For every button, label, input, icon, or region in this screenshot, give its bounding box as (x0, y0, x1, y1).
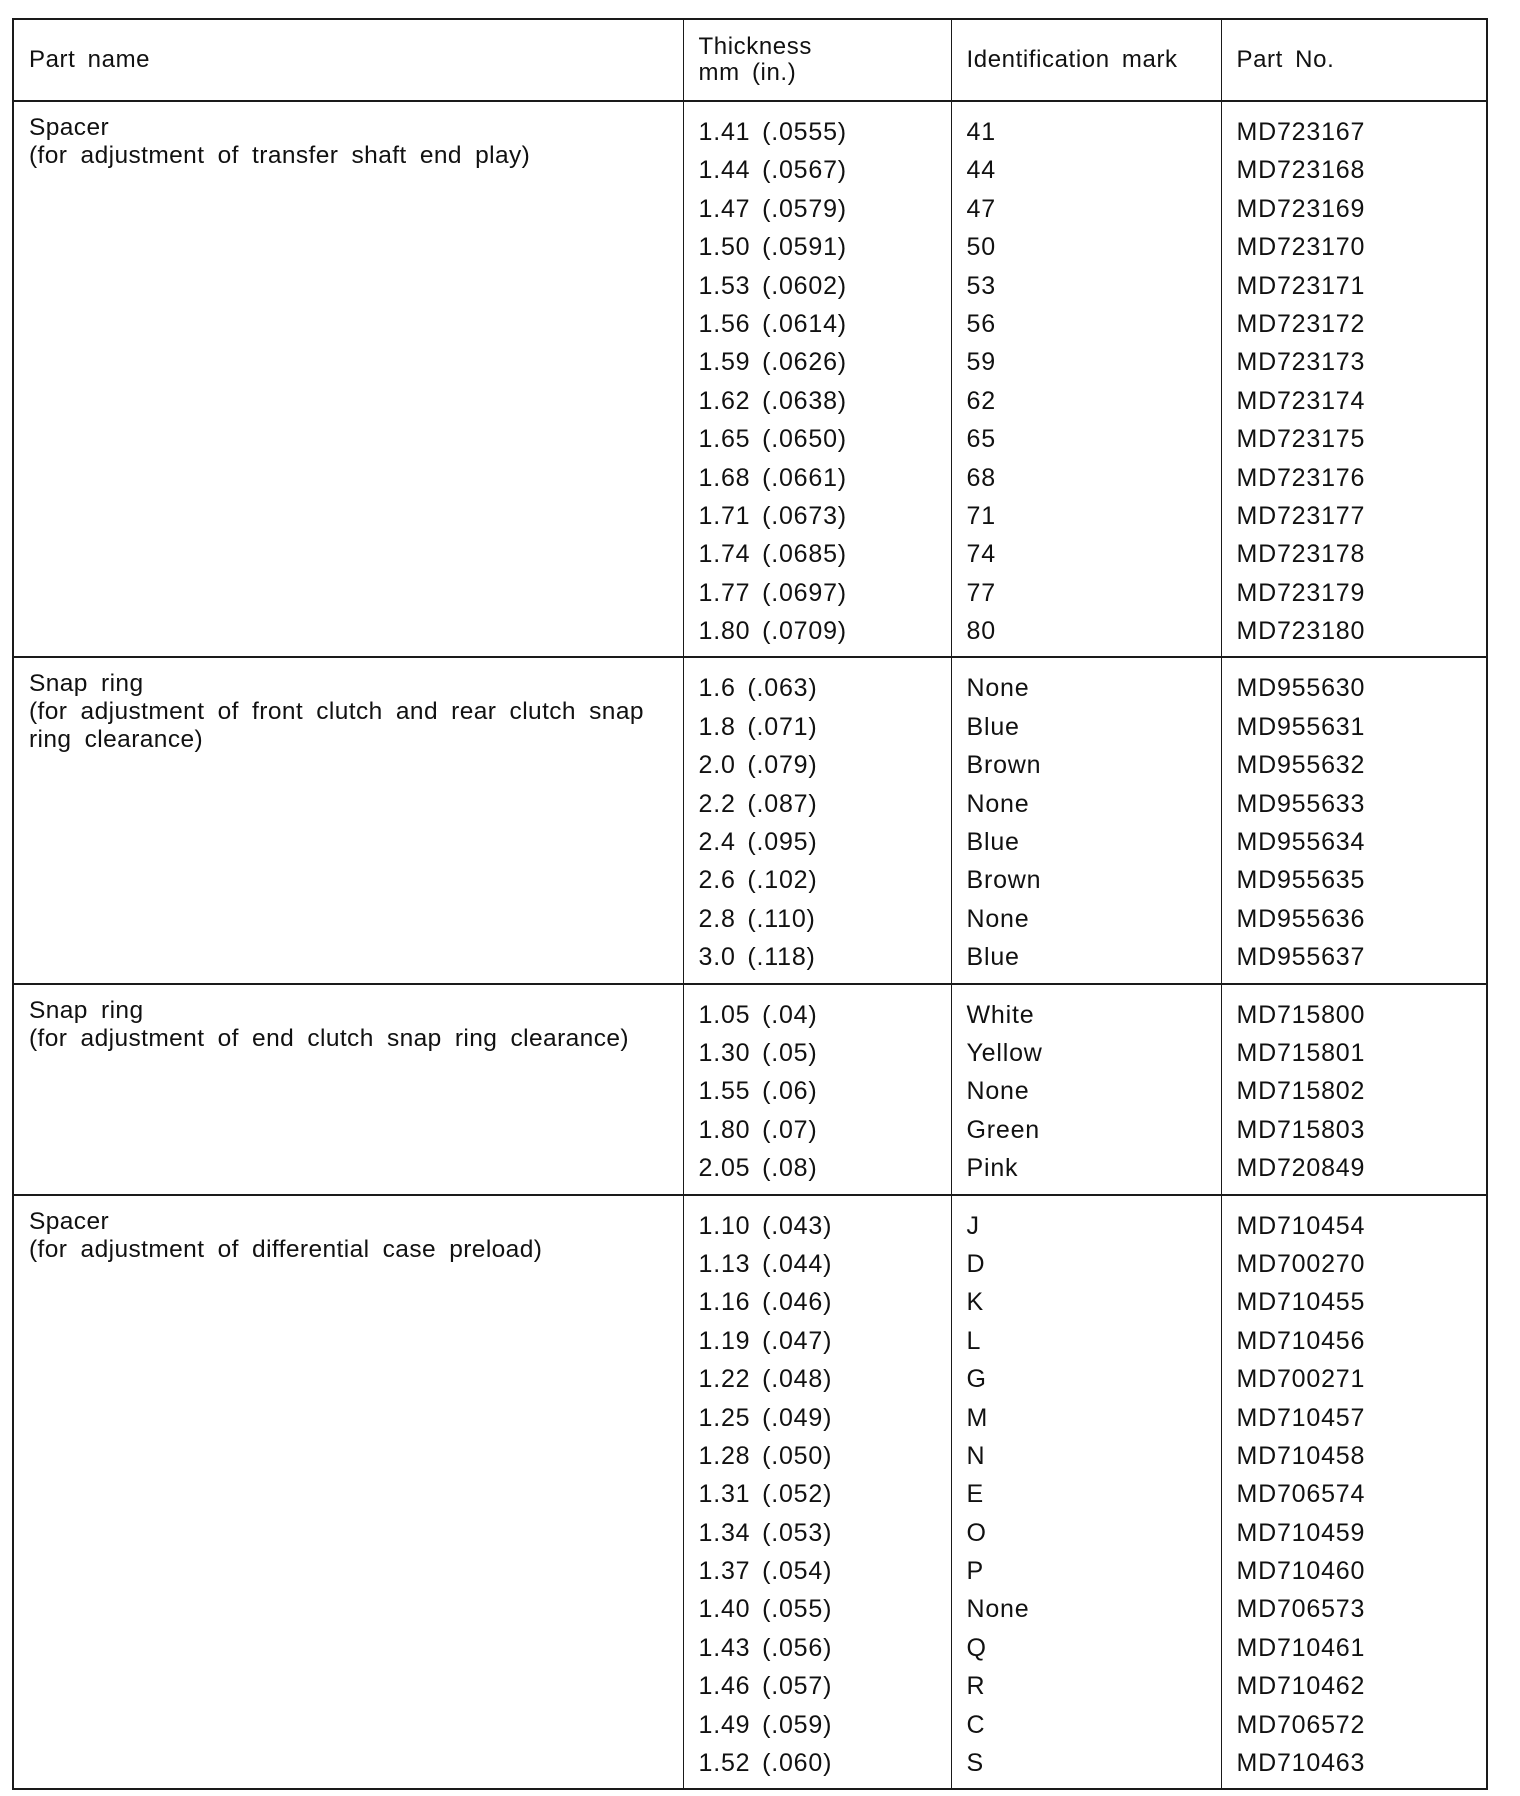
identification-mark: Q (966, 1633, 987, 1662)
identification-mark: O (966, 1518, 987, 1547)
part-number: MD706573 (1236, 1595, 1366, 1624)
thickness-value: 1.28 (.050) (698, 1441, 833, 1470)
part-number: MD700270 (1236, 1249, 1366, 1278)
part-number: MD723178 (1236, 540, 1366, 569)
identification-mark: P (966, 1557, 984, 1586)
identification-mark: Yellow (966, 1038, 1043, 1067)
part-number: MD723177 (1236, 501, 1366, 530)
part-name-cell (13, 101, 683, 657)
part-number: MD723180 (1236, 617, 1366, 646)
part-number: MD715801 (1236, 1038, 1366, 1067)
group-row (13, 657, 1487, 983)
table-body (13, 101, 1487, 1789)
header-part-no: Part No. (1221, 19, 1487, 101)
identification-mark: Brown (966, 866, 1042, 895)
identification-mark: 47 (966, 194, 996, 223)
identification-mark: J (966, 1211, 980, 1240)
identification-mark: 59 (966, 348, 996, 377)
part-number-cell (1221, 1195, 1487, 1790)
identification-mark: Green (966, 1115, 1040, 1144)
part-number: MD715803 (1236, 1115, 1366, 1144)
part-number: MD723171 (1236, 271, 1366, 300)
thickness-value: 1.80 (.07) (698, 1115, 818, 1144)
part-number: MD720849 (1236, 1154, 1366, 1183)
part-purpose: (for adjustment of end clutch snap ring clearance) (29, 1024, 629, 1052)
part-number: MD723172 (1236, 309, 1366, 338)
thickness-value: 1.10 (.043) (698, 1211, 833, 1240)
identification-mark: N (966, 1441, 986, 1470)
part-number: MD955635 (1236, 866, 1366, 895)
identification-mark: Blue (966, 712, 1020, 741)
part-number: MD706572 (1236, 1710, 1366, 1739)
identification-mark: None (966, 789, 1030, 818)
thickness-value: 2.2 (.087) (698, 789, 818, 818)
part-number: MD723175 (1236, 425, 1366, 454)
thickness-value: 1.31 (.052) (698, 1480, 833, 1509)
identification-mark: G (966, 1365, 987, 1394)
thickness-value-cell (683, 101, 951, 657)
thickness-value: 1.74 (.0685) (698, 540, 847, 569)
thickness-value: 1.49 (.059) (698, 1710, 833, 1739)
part-name: Snap ring (29, 996, 144, 1024)
part-name-cell (13, 1195, 683, 1790)
identification-mark: 50 (966, 233, 996, 262)
identification-mark: 77 (966, 578, 996, 607)
header-identification-mark: Identification mark (951, 19, 1221, 101)
identification-mark: S (966, 1749, 984, 1778)
part-number: MD723167 (1236, 118, 1366, 146)
thickness-value: 2.8 (.110) (698, 904, 816, 933)
thickness-value: 1.77 (.0697) (698, 578, 847, 607)
thickness-value: 1.56 (.0614) (698, 309, 847, 338)
part-number: MD723176 (1236, 463, 1366, 492)
identification-mark: 65 (966, 425, 996, 454)
header-thickness-line2: mm (in.) (698, 59, 797, 86)
thickness-value-cell (683, 984, 951, 1195)
thickness-value: 1.47 (.0579) (698, 194, 847, 223)
part-number: MD955634 (1236, 828, 1366, 857)
part-number: MD723173 (1236, 348, 1366, 377)
part-number: MD710461 (1236, 1633, 1366, 1662)
thickness-value: 1.71 (.0673) (698, 501, 847, 530)
identification-mark: None (966, 1595, 1030, 1624)
thickness-value: 1.62 (.0638) (698, 386, 847, 415)
identification-mark: Blue (966, 828, 1020, 857)
identification-mark: M (966, 1403, 989, 1432)
part-number: MD710463 (1236, 1749, 1366, 1778)
part-purpose: (for adjustment of front clutch and rear clutch snap ring clearance) (29, 698, 644, 754)
header-part-name: Part name (13, 19, 683, 101)
part-number: MD710455 (1236, 1288, 1366, 1317)
part-number: MD700271 (1236, 1365, 1366, 1394)
identification-mark: 68 (966, 463, 996, 492)
part-number: MD715800 (1236, 1000, 1366, 1029)
identification-mark: Pink (966, 1154, 1019, 1183)
thickness-value: 2.4 (.095) (698, 828, 818, 857)
thickness-value: 1.41 (.0555) (698, 118, 847, 146)
thickness-value: 1.50 (.0591) (698, 233, 847, 262)
identification-mark: 74 (966, 540, 996, 569)
part-number: MD955633 (1236, 789, 1366, 818)
thickness-value: 1.16 (.046) (698, 1288, 833, 1317)
part-number-cell (1221, 984, 1487, 1195)
part-number: MD723169 (1236, 194, 1366, 223)
part-number: MD715802 (1236, 1077, 1366, 1106)
group-row (13, 984, 1487, 1195)
part-number: MD723179 (1236, 578, 1366, 607)
thickness-value: 2.6 (.102) (698, 866, 818, 895)
group-row (13, 1195, 1487, 1790)
part-number: MD710456 (1236, 1326, 1366, 1355)
identification-mark: 62 (966, 386, 996, 415)
identification-mark-cell (951, 657, 1221, 983)
part-number: MD710459 (1236, 1518, 1366, 1547)
identification-mark: 44 (966, 156, 996, 185)
thickness-value: 1.34 (.053) (698, 1518, 833, 1547)
thickness-value: 1.43 (.056) (698, 1633, 833, 1662)
part-name: Snap ring (29, 670, 144, 698)
thickness-value: 2.05 (.08) (698, 1154, 818, 1183)
thickness-value: 3.0 (.118) (698, 943, 816, 972)
thickness-value: 1.53 (.0602) (698, 271, 847, 300)
thickness-value: 1.37 (.054) (698, 1557, 833, 1586)
identification-mark: R (966, 1672, 986, 1701)
thickness-value: 1.30 (.05) (698, 1038, 818, 1067)
thickness-value: 1.46 (.057) (698, 1672, 833, 1701)
identification-mark: 56 (966, 309, 996, 338)
part-number: MD706574 (1236, 1480, 1366, 1509)
thickness-value: 1.59 (.0626) (698, 348, 847, 377)
identification-mark: L (966, 1326, 982, 1355)
part-number-cell (1221, 101, 1487, 657)
thickness-value: 1.52 (.060) (698, 1749, 833, 1778)
identification-mark-cell (951, 1195, 1221, 1790)
thickness-value: 1.44 (.0567) (698, 156, 847, 185)
identification-mark: Brown (966, 751, 1042, 780)
identification-mark-cell (951, 984, 1221, 1195)
thickness-value: 1.19 (.047) (698, 1326, 833, 1355)
part-name: Spacer (29, 114, 110, 141)
identification-mark: Blue (966, 943, 1020, 972)
part-number: MD955631 (1236, 712, 1366, 741)
thickness-value: 1.68 (.0661) (698, 463, 847, 492)
identification-mark-cell (951, 101, 1221, 657)
part-purpose: (for adjustment of transfer shaft end play) (29, 142, 531, 169)
part-number-cell (1221, 657, 1487, 983)
thickness-value: 1.65 (.0650) (698, 425, 847, 454)
header-thickness-line1: Thickness (698, 33, 812, 60)
thickness-value: 1.05 (.04) (698, 1000, 818, 1029)
part-number: MD723170 (1236, 233, 1366, 262)
identification-mark: White (966, 1000, 1035, 1029)
identification-mark: None (966, 674, 1030, 703)
header-row (13, 19, 1487, 101)
part-number: MD710460 (1236, 1557, 1366, 1586)
part-name-cell (13, 657, 683, 983)
part-number: MD710457 (1236, 1403, 1366, 1432)
thickness-value: 1.8 (.071) (698, 712, 818, 741)
part-number: MD723168 (1236, 156, 1366, 185)
part-number: MD955637 (1236, 943, 1366, 972)
part-name: Spacer (29, 1207, 110, 1235)
part-number: MD955632 (1236, 751, 1366, 780)
thickness-value: 1.55 (.06) (698, 1077, 818, 1106)
identification-mark: 53 (966, 271, 996, 300)
group-row (13, 101, 1487, 657)
thickness-value: 1.13 (.044) (698, 1249, 833, 1278)
identification-mark: K (966, 1288, 984, 1317)
part-purpose: (for adjustment of differential case preload) (29, 1235, 543, 1263)
part-name-cell (13, 984, 683, 1195)
identification-mark: 80 (966, 617, 996, 646)
thickness-value: 1.80 (.0709) (698, 617, 847, 646)
identification-mark: 41 (966, 118, 996, 146)
identification-mark: D (966, 1249, 986, 1278)
identification-mark: C (966, 1710, 986, 1739)
part-number: MD710454 (1236, 1211, 1366, 1240)
thickness-value: 1.25 (.049) (698, 1403, 833, 1432)
part-number: MD955630 (1236, 674, 1366, 703)
thickness-value-cell (683, 1195, 951, 1790)
thickness-value-cell (683, 657, 951, 983)
identification-mark: E (966, 1480, 984, 1509)
thickness-value: 1.6 (.063) (698, 674, 818, 703)
thickness-value: 1.22 (.048) (698, 1365, 833, 1394)
identification-mark: None (966, 904, 1030, 933)
part-number: MD710458 (1236, 1441, 1366, 1470)
identification-mark: 71 (966, 501, 996, 530)
thickness-value: 2.0 (.079) (698, 751, 818, 780)
header-thickness (683, 19, 951, 101)
part-number: MD955636 (1236, 904, 1366, 933)
part-number: MD723174 (1236, 386, 1366, 415)
identification-mark: None (966, 1077, 1030, 1106)
parts-table (12, 18, 1488, 1790)
part-number: MD710462 (1236, 1672, 1366, 1701)
thickness-value: 1.40 (.055) (698, 1595, 833, 1624)
